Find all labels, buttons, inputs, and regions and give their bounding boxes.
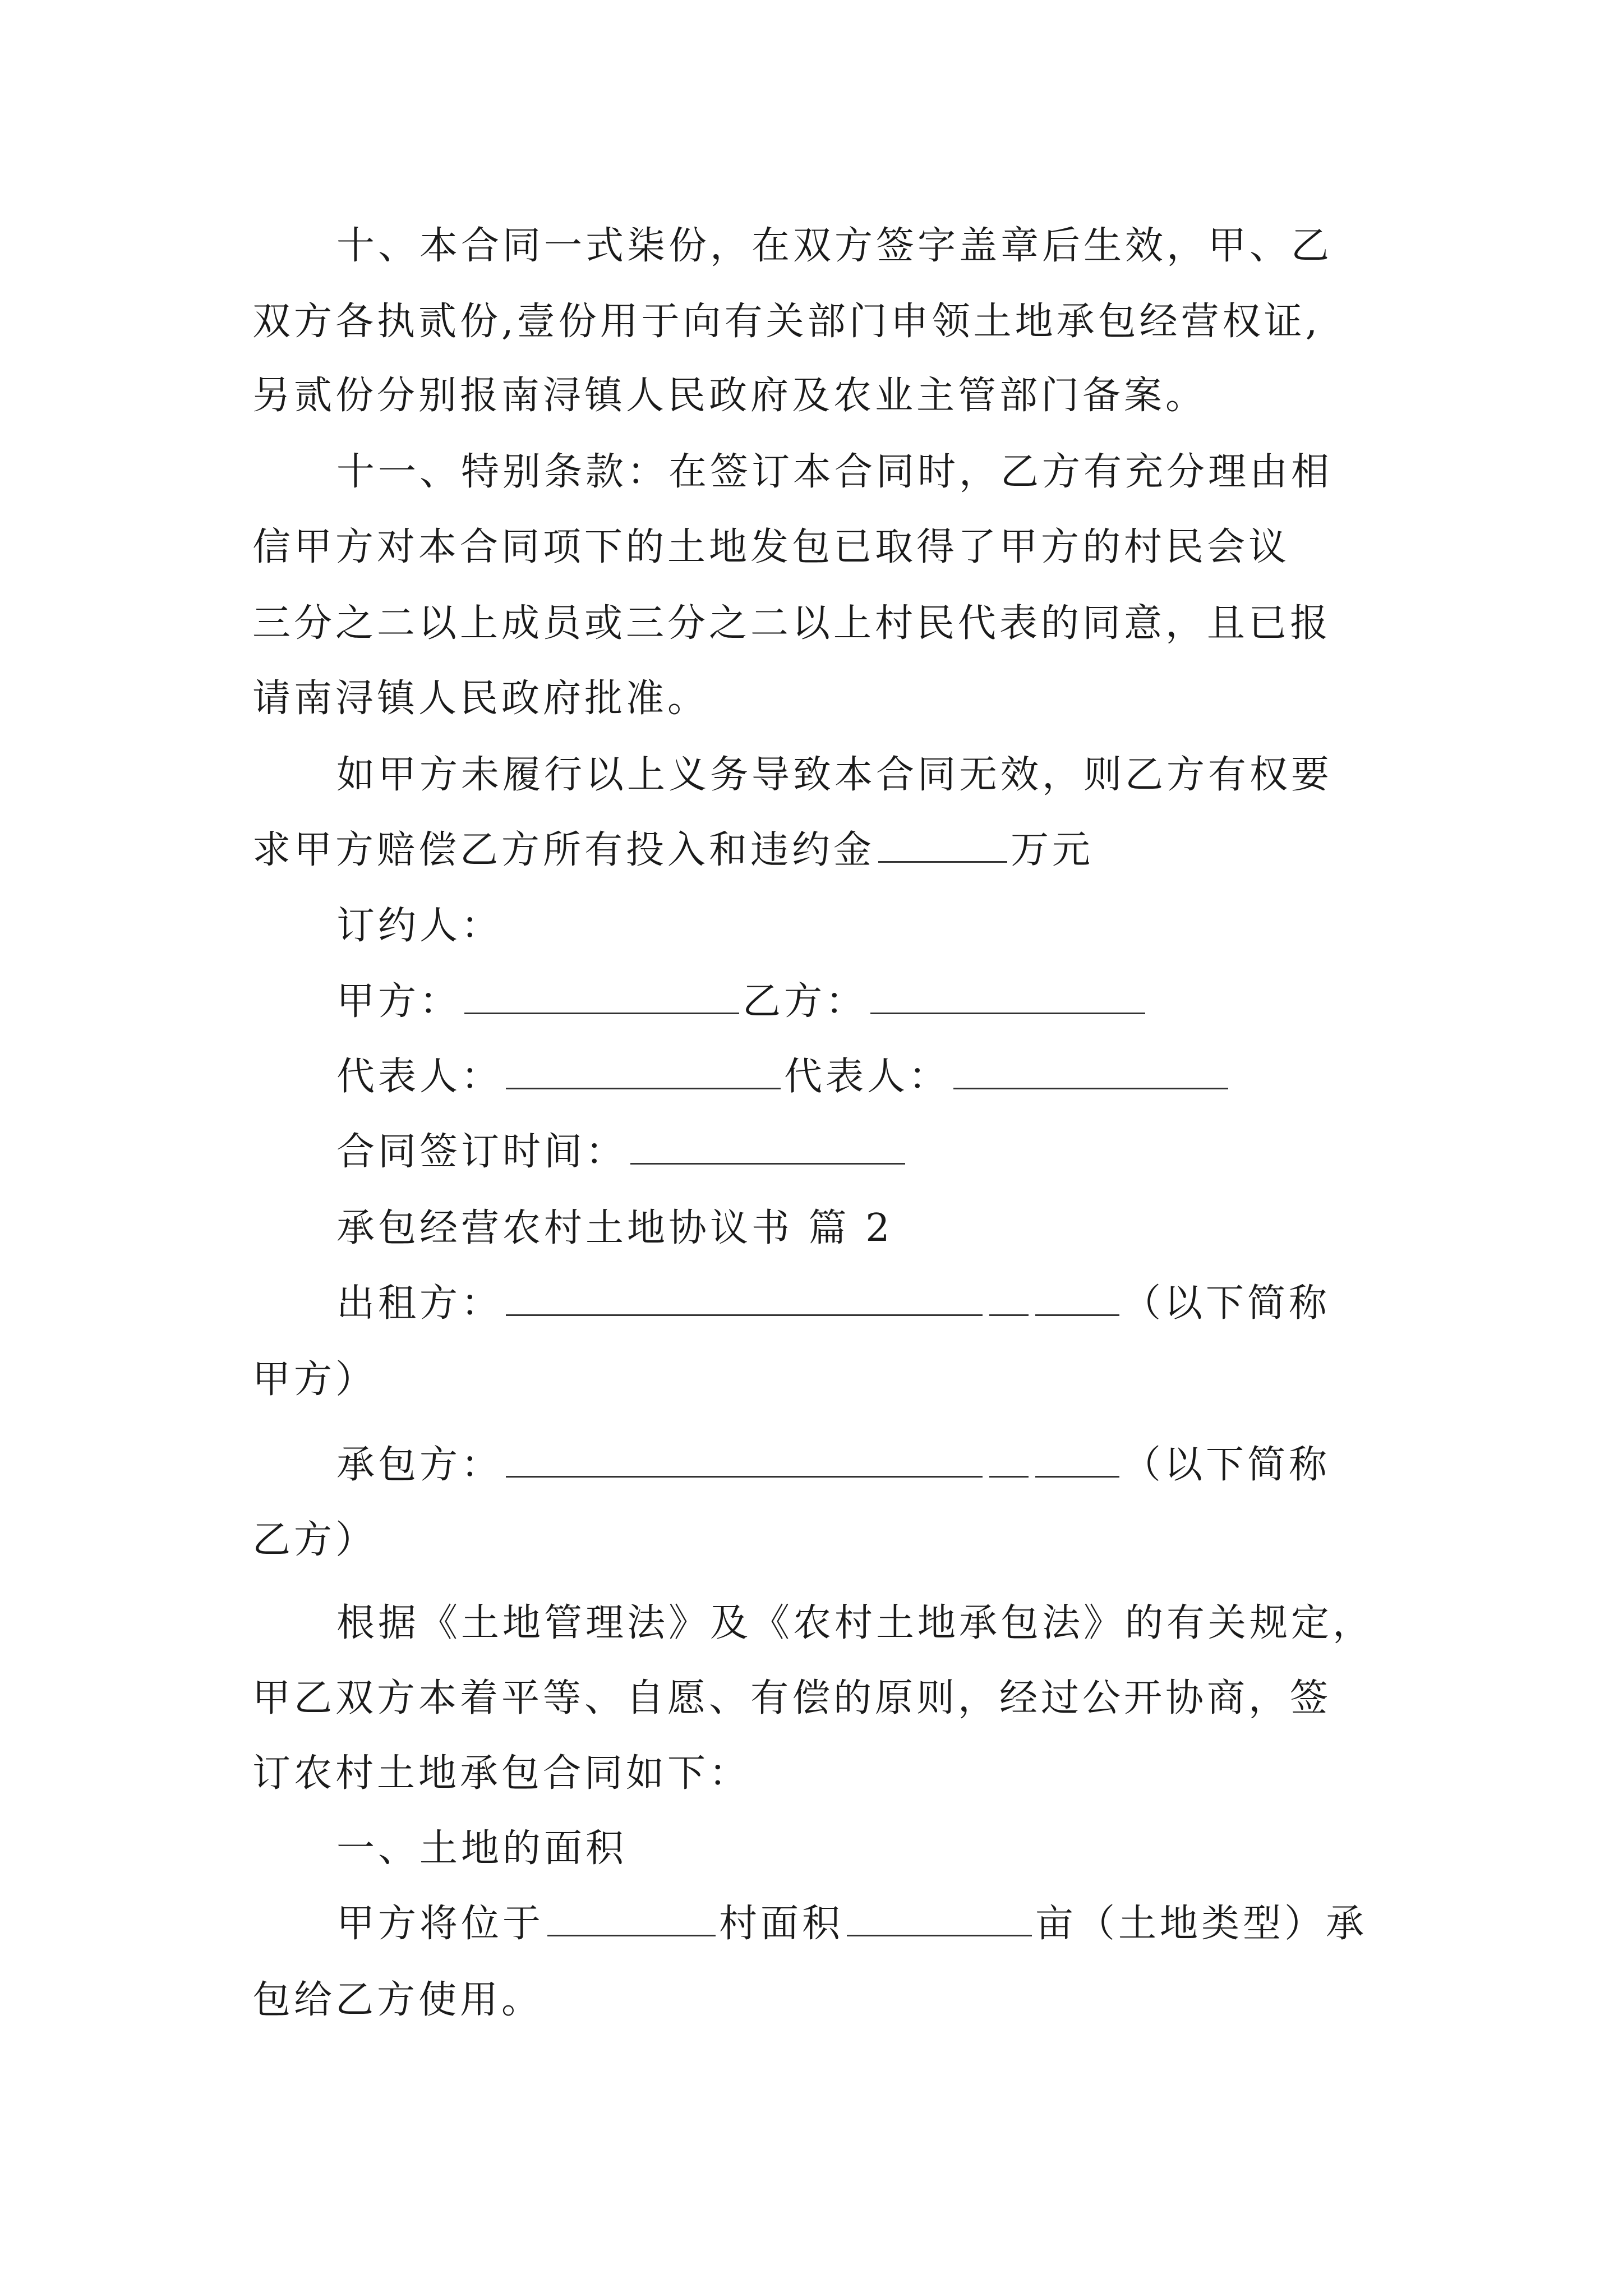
paragraph-line: 双方各执贰份,壹份用于向有关部门申领土地承包经营权证,	[252, 300, 1321, 344]
section-title: 承包经营农村土地协议书 篇 2	[336, 1206, 893, 1250]
paragraph-line: 三分之二以上成员或三分之二以上村民代表的同意，且已报	[252, 601, 1332, 646]
paragraph-line: 请南浔镇人民政府批准。	[252, 677, 709, 721]
paragraph-line: 如甲方未履行以上义务导致本合同无效，则乙方有权要	[336, 753, 1333, 797]
paragraph-line: 信甲方对本合同项下的土地发包已取得了甲方的村民会议	[252, 525, 1290, 569]
contractor-abbr-text: （以下简称	[1123, 1443, 1331, 1487]
signatories-label: 订约人：	[336, 904, 503, 948]
village-blank[interactable]	[547, 1907, 716, 1936]
land-location-line	[336, 1902, 1368, 1946]
paragraph-line: 另贰份分别报南浔镇人民政府及农业主管部门备案。	[252, 374, 1207, 418]
contractor-label: 承包方：	[336, 1443, 503, 1487]
paragraph-line: 包给乙方使用。	[252, 1978, 543, 2022]
contractor-blank-2[interactable]	[989, 1448, 1029, 1478]
area-blank[interactable]	[847, 1907, 1032, 1936]
party-a-label: 甲方：	[336, 979, 462, 1024]
clause-heading: 一、土地的面积	[336, 1826, 628, 1871]
party-b-blank[interactable]	[870, 984, 1145, 1014]
lessor-abbr-text: （以下简称	[1123, 1281, 1331, 1326]
location-text: 甲方将位于	[336, 1902, 545, 1946]
party-a-blank[interactable]	[464, 984, 739, 1014]
paragraph-line: 根据《土地管理法》及《农村土地承包法》的有关规定，	[336, 1601, 1375, 1645]
penalty-amount-blank[interactable]	[878, 833, 1007, 863]
paragraph-line: 十、本合同一式柒份，在双方签字盖章后生效，甲、乙	[336, 224, 1333, 268]
contractor-blank-3[interactable]	[1035, 1448, 1119, 1478]
parties-line	[336, 979, 1149, 1024]
paragraph-line: 十一、特别条款：在签订本合同时，乙方有充分理由相	[336, 450, 1333, 494]
area-text: 村面积	[719, 1902, 844, 1946]
penalty-text: 求甲方赔偿乙方所有投入和违约金	[252, 828, 875, 872]
sign-date-label: 合同签订时间：	[336, 1130, 628, 1174]
mu-text: 亩（土地类型）承	[1035, 1902, 1368, 1946]
representatives-line	[336, 1055, 1232, 1099]
sign-date-blank[interactable]	[630, 1135, 905, 1165]
contractor-blank[interactable]	[506, 1448, 983, 1478]
representative-a-blank[interactable]	[506, 1060, 781, 1089]
representative-b-label: 代表人：	[784, 1055, 951, 1099]
lessor-blank-3[interactable]	[1035, 1286, 1119, 1316]
unit-text: 万元	[1011, 828, 1094, 872]
lessor-label: 出租方：	[336, 1281, 503, 1326]
paragraph-line: 乙方）	[252, 1518, 377, 1562]
paragraph-line: 甲方）	[252, 1358, 377, 1402]
representative-b-blank[interactable]	[953, 1060, 1228, 1089]
party-b-label: 乙方：	[743, 979, 868, 1024]
lessor-blank-2[interactable]	[989, 1286, 1029, 1316]
paragraph-line	[252, 828, 1094, 872]
representative-a-label: 代表人：	[336, 1055, 503, 1099]
contractor-line	[336, 1443, 1331, 1487]
lessor-line	[336, 1281, 1331, 1326]
sign-date-line	[336, 1130, 909, 1174]
paragraph-line: 甲乙双方本着平等、自愿、有偿的原则，经过公开协商，签	[252, 1676, 1332, 1720]
paragraph-line: 订农村土地承包合同如下：	[252, 1751, 751, 1796]
lessor-blank[interactable]	[506, 1286, 983, 1316]
